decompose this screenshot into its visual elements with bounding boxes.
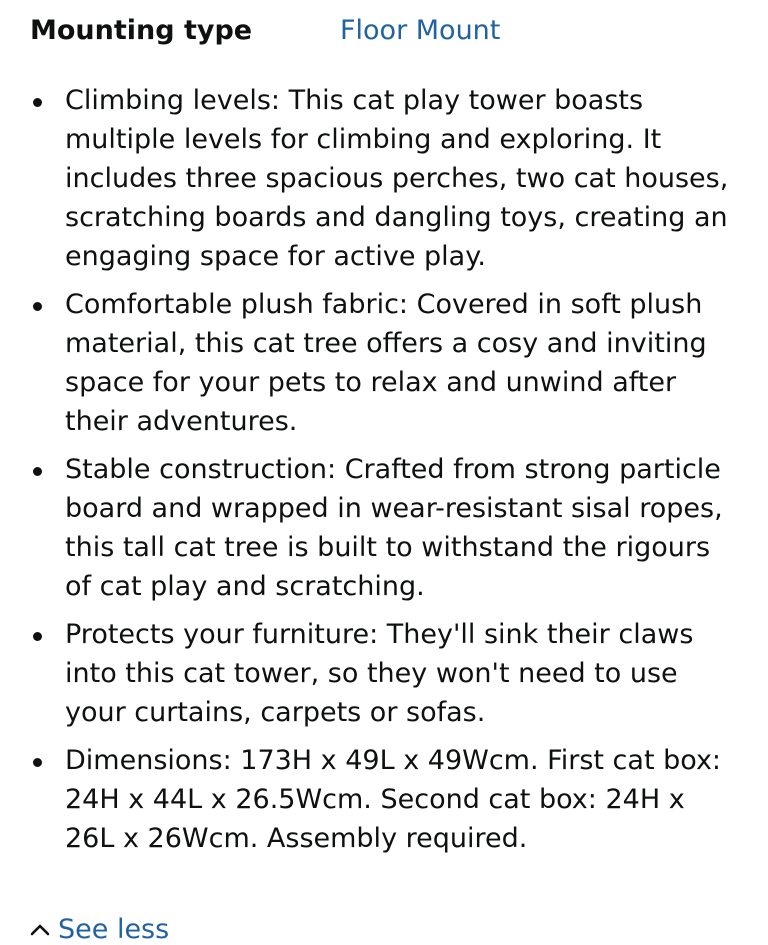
spec-row-mounting-type bbox=[30, 10, 500, 50]
feature-bullet-text: Protects your furniture: They'll sink their claws into this cat tower, so they won't need to use your curtains, carpets or sofas. bbox=[65, 619, 694, 728]
bullet-dot-icon bbox=[33, 758, 42, 767]
feature-bullet bbox=[0, 285, 740, 441]
feature-bullet bbox=[0, 81, 740, 276]
bullet-dot-icon bbox=[33, 98, 42, 107]
bullet-dot-icon bbox=[33, 632, 42, 641]
feature-bullet-text: Comfortable plush fabric: Covered in soft plush material, this cat tree offers a cosy and inviting space for your pets to relax and unwind after their adventures. bbox=[65, 289, 707, 437]
see-less-link[interactable] bbox=[30, 914, 169, 945]
spec-value: Floor Mount bbox=[340, 14, 501, 46]
bullet-dot-icon bbox=[33, 467, 42, 476]
feature-bullet bbox=[0, 450, 740, 606]
feature-bullet-text: Climbing levels: This cat play tower boasts multiple levels for climbing and exploring. It includes three spacious perches, two cat houses, scratching boards and dangling toys, creating an engaging space for active play. bbox=[65, 85, 729, 272]
feature-bullet bbox=[0, 615, 740, 732]
bullet-dot-icon bbox=[33, 302, 42, 311]
feature-bullet-text: Dimensions: 173H x 49L x 49Wcm. First cat box: 24H x 44L x 26.5Wcm. Second cat box: 24H x 26L x 26Wcm. Assembly required. bbox=[65, 745, 722, 854]
feature-bullet bbox=[0, 741, 740, 858]
spec-label: Mounting type bbox=[30, 14, 253, 46]
feature-bullet-text: Stable construction: Crafted from strong particle board and wrapped in wear-resistant sisal ropes, this tall cat tree is built to withstand the rigours of cat play and scratching. bbox=[65, 454, 723, 602]
chevron-up-icon bbox=[30, 923, 50, 937]
feature-bullet-list bbox=[0, 81, 740, 867]
see-less-label: See less bbox=[58, 914, 170, 945]
